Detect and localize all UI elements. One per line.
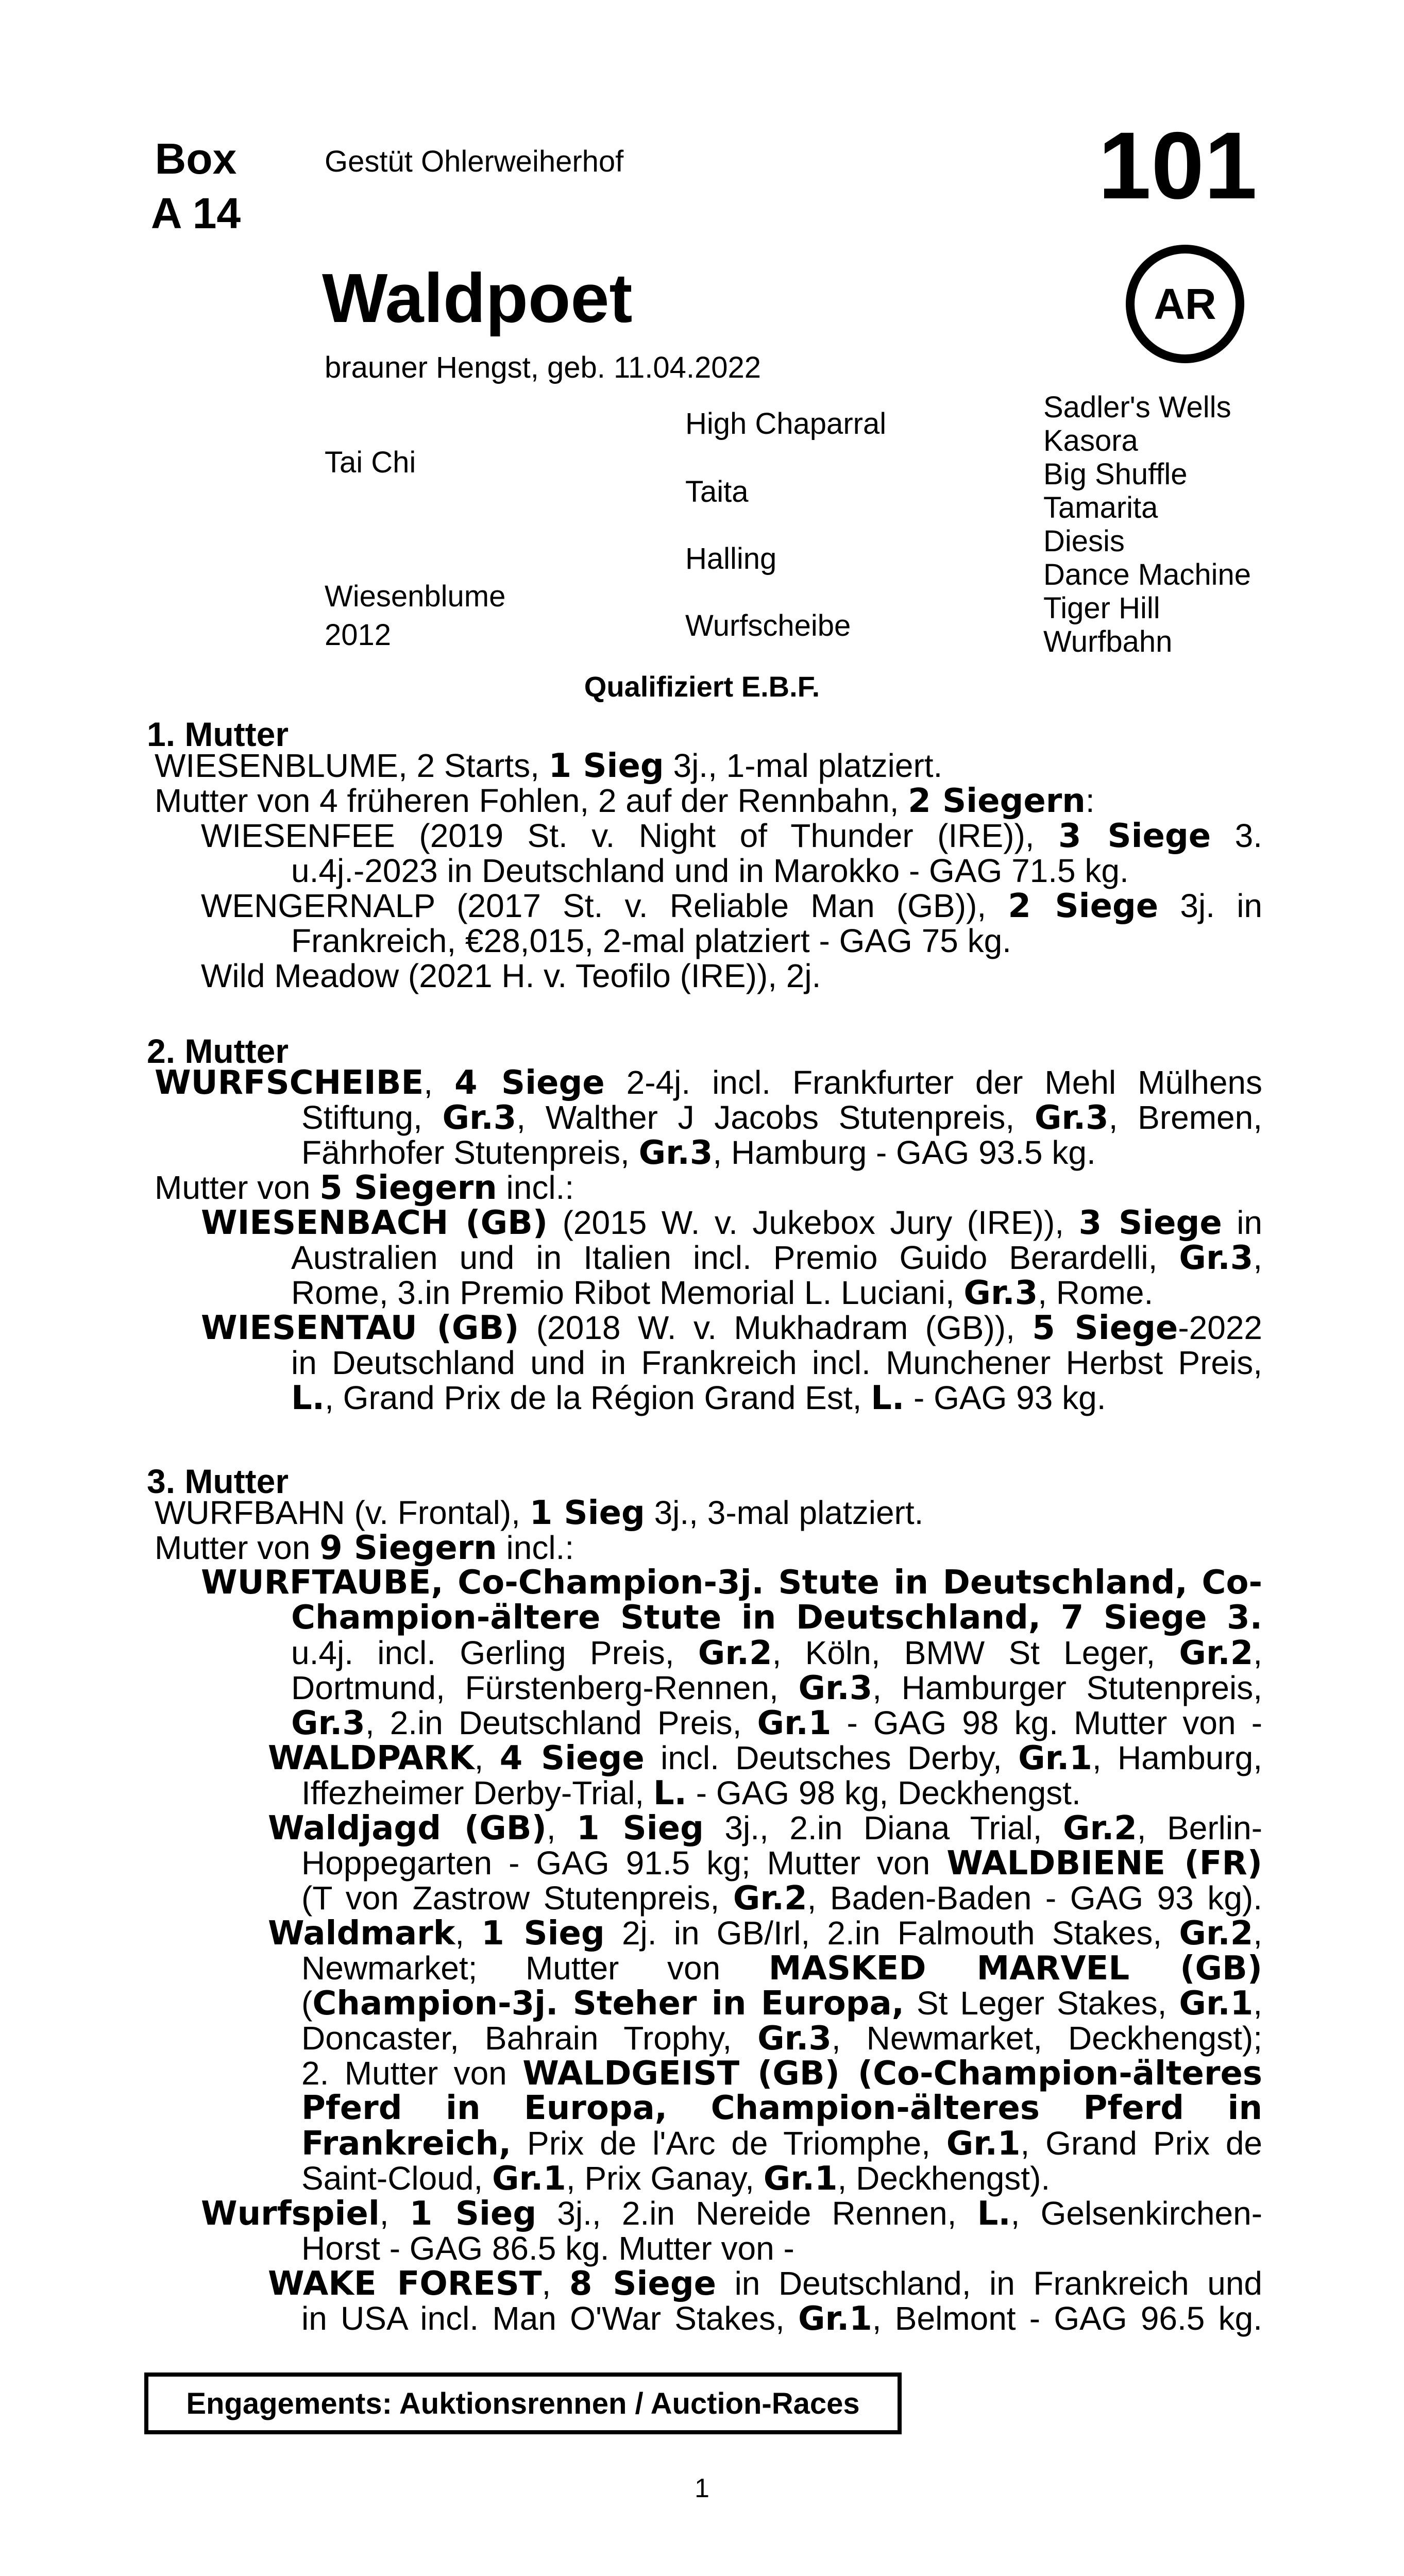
engagements-label: Engagements: Auktionsrennen / Auction-Races: [186, 2386, 860, 2420]
text-line: Saint-Cloud, Gr.1, Prix Ganay, Gr.1, Deckhengst).: [301, 2160, 1051, 2198]
text-line: in Deutschland und in Frankreich incl. Munchener Herbst Preis,: [291, 1344, 1262, 1381]
text-line: Dortmund, Fürstenberg-Rennen, Gr.3, Hamburger Stutenpreis,: [291, 1669, 1262, 1707]
text-line: Stiftung, Gr.3, Walther J Jacobs Stutenpreis, Gr.3, Bremen,: [301, 1099, 1263, 1137]
pedigree-great-grandparent: Big Shuffle: [1043, 457, 1188, 491]
text-line: WAKE FOREST, 8 Siege in Deutschland, in Frankreich und: [268, 2265, 1263, 2303]
text-line: (Champion-3j. Steher in Europa, St Leger Stakes, Gr.1,: [301, 1985, 1263, 2023]
qualification-note: Qualifiziert E.B.F.: [584, 670, 820, 703]
text-line: WIESENFEE (2019 St. v. Night of Thunder (IRE)), 3 Siege 3.: [201, 817, 1263, 855]
horse-description: brauner Hengst, geb. 11.04.2022: [325, 351, 762, 384]
text-line: Mutter von 4 früheren Fohlen, 2 auf der Rennbahn, 2 Siegern:: [155, 782, 1095, 820]
pedigree-great-grandparent: Diesis: [1043, 524, 1125, 558]
pedigree-dam: Wiesenblume: [325, 580, 506, 613]
pedigree-grandparent: High Chaparral: [685, 407, 887, 440]
text-line: Waldmark, 1 Sieg 2j. in GB/Irl, 2.in Falmouth Stakes, Gr.2,: [268, 1914, 1263, 1953]
pedigree-grandparent: Taita: [685, 475, 749, 509]
text-line: Frankreich, €28,015, 2-mal platziert - GAG 75 kg.: [291, 922, 1011, 959]
pedigree-great-grandparent: Dance Machine: [1043, 558, 1251, 591]
text-line: Australien und in Italien incl. Premio Guido Berardelli, Gr.3,: [291, 1239, 1262, 1277]
text-line: Horst - GAG 86.5 kg. Mutter von -: [301, 2230, 794, 2267]
text-line: in USA incl. Man O'War Stakes, Gr.1, Belmont - GAG 96.5 kg.: [301, 2300, 1263, 2338]
horse-name: Waldpoet: [322, 259, 633, 337]
text-line: Wild Meadow (2021 H. v. Teofilo (IRE)), 2j.: [201, 957, 821, 994]
box-label: [119, 131, 273, 241]
box-line-2: A 14: [150, 189, 241, 238]
pedigree-great-grandparent: Tiger Hill: [1043, 591, 1160, 625]
section-title: 3. Mutter: [147, 1462, 289, 1500]
text-line: u.4j. incl. Gerling Preis, Gr.2, Köln, BMW St Leger, Gr.2,: [291, 1634, 1263, 1672]
text-line: Doncaster, Bahrain Trophy, Gr.3, Newmarket, Deckhengst);: [301, 2020, 1263, 2058]
ar-badge-label: AR: [1154, 279, 1216, 328]
page-number: 1: [695, 2473, 709, 2503]
text-line: Pferd in Europa, Champion-älteres Pferd in: [301, 2089, 1262, 2127]
pedigree-great-grandparent: Tamarita: [1043, 491, 1158, 524]
text-line: Champion-ältere Stute in Deutschland, 7 Siege 3.: [291, 1599, 1262, 1637]
text-line: Hoppegarten - GAG 91.5 kg; Mutter von WALDBIENE (FR): [301, 1844, 1262, 1883]
text-line: WURFSCHEIBE, 4 Siege 2-4j. incl. Frankfurter der Mehl Mülhens: [155, 1064, 1263, 1102]
pedigree-great-grandparent: Wurfbahn: [1043, 625, 1173, 658]
pedigree-great-grandparent: Kasora: [1043, 424, 1138, 457]
text-line: WURFBAHN (v. Frontal), 1 Sieg 3j., 3-mal platziert.: [155, 1494, 924, 1532]
text-line: Newmarket; Mutter von MASKED MARVEL (GB): [301, 1950, 1263, 1988]
text-line: Mutter von 5 Siegern incl.:: [155, 1169, 574, 1207]
text-line: WIESENBLUME, 2 Starts, 1 Sieg 3j., 1-mal platziert.: [155, 747, 943, 785]
text-line: Wurfspiel, 1 Sieg 3j., 2.in Nereide Rennen, L., Gelsenkirchen-: [201, 2195, 1262, 2233]
pedigree-great-grandparent: Sadler's Wells: [1043, 391, 1231, 424]
breeder-name: Gestüt Ohlerweiherhof: [325, 145, 624, 178]
section-title: 2. Mutter: [147, 1032, 289, 1070]
text-line: 2. Mutter von WALDGEIST (GB) (Co-Champion-älteres: [301, 2055, 1263, 2093]
text-line: WIESENBACH (GB) (2015 W. v. Jukebox Jury (IRE)), 3 Siege in: [201, 1204, 1263, 1242]
section-title: 1. Mutter: [147, 715, 289, 753]
engagements-box: [144, 2372, 902, 2434]
text-line: WURFTAUBE, Co-Champion-3j. Stute in Deutschland, Co-: [201, 1564, 1262, 1602]
text-line: Gr.3, 2.in Deutschland Preis, Gr.1 - GAG 98 kg. Mutter von -: [291, 1704, 1262, 1742]
text-line: Iffezheimer Derby-Trial, L. - GAG 98 kg, Deckhengst.: [301, 1774, 1081, 1812]
text-line: Fährhofer Stutenpreis, Gr.3, Hamburg - GAG 93.5 kg.: [301, 1134, 1096, 1172]
text-line: L., Grand Prix de la Région Grand Est, L. - GAG 93 kg.: [291, 1379, 1106, 1417]
pedigree-sire: Tai Chi: [325, 446, 416, 479]
pedigree-grandparent: Wurfscheibe: [685, 609, 851, 642]
lot-number: 101: [1098, 113, 1257, 219]
pedigree-dam-year: 2012: [325, 618, 392, 652]
pedigree-grandparent: Halling: [685, 542, 777, 575]
text-line: Mutter von 9 Siegern incl.:: [155, 1529, 574, 1567]
text-line: Waldjagd (GB), 1 Sieg 3j., 2.in Diana Trial, Gr.2, Berlin-: [268, 1809, 1263, 1848]
text-line: WIESENTAU (GB) (2018 W. v. Mukhadram (GB)), 5 Siege-2022: [201, 1309, 1262, 1347]
text-line: u.4j.-2023 in Deutschland und in Marokko - GAG 71.5 kg.: [291, 852, 1129, 889]
box-line-1: Box: [155, 134, 237, 183]
text-line: (T von Zastrow Stutenpreis, Gr.2, Baden-Baden - GAG 93 kg).: [301, 1879, 1263, 1918]
text-line: WENGERNALP (2017 St. v. Reliable Man (GB)), 2 Siege 3j. in: [201, 887, 1263, 925]
text-line: Frankreich, Prix de l'Arc de Triomphe, Gr.1, Grand Prix de: [301, 2125, 1262, 2163]
text-line: Rome, 3.in Premio Ribot Memorial L. Luciani, Gr.3, Rome.: [291, 1274, 1154, 1312]
text-line: WALDPARK, 4 Siege incl. Deutsches Derby, Gr.1, Hamburg,: [268, 1739, 1262, 1777]
ar-badge: [1126, 245, 1244, 363]
